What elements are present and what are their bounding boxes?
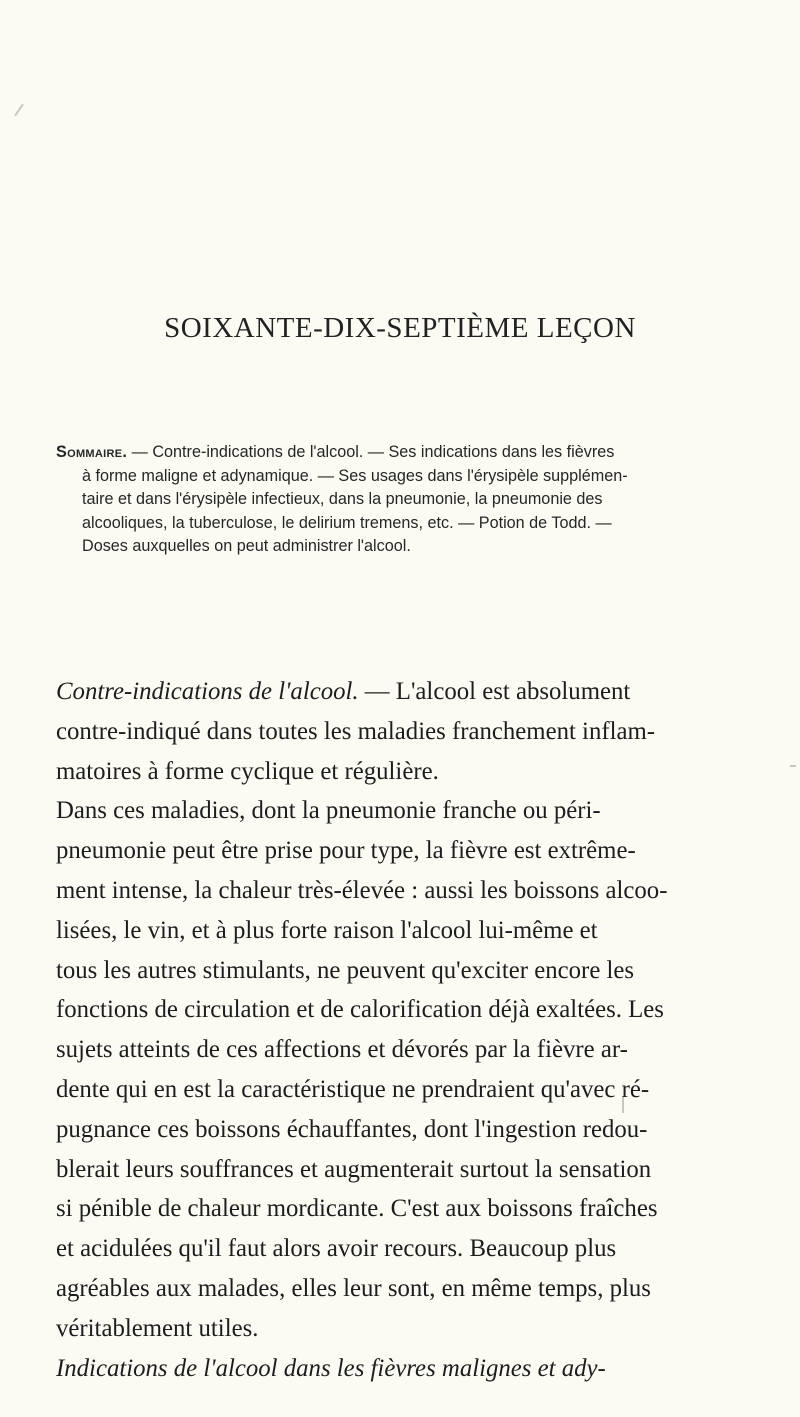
summary-line: Doses auxquelles on peut administrer l'alcool. [82,537,411,556]
paragraph-line: pugnance ces boissons échauffantes, dont l'ingestion redou- [56,1115,648,1143]
section-title-indications: Indications de l'alcool dans les fièvres malignes et ady- [56,1354,606,1382]
lesson-summary [56,441,746,559]
paragraph-line: tous les autres stimulants, ne peuvent qu'exciter encore les [56,956,635,984]
paragraph-line: et acidulées qu'il faut alors avoir recours. Beaucoup plus [56,1235,617,1263]
paragraph-line: ment intense, la chaleur très-élevée : aussi les boissons alcoo- [56,876,668,904]
paragraph-line [56,672,756,712]
paragraph-line: contre-indiqué dans toutes les maladies franchement inflam- [56,717,656,745]
summary-line: taire et dans l'érysipèle infectieux, dans la pneumonie, la pneumonie des [82,490,603,509]
paragraph-line: si pénible de chaleur mordicante. C'est aux boissons fraîches [56,1195,658,1223]
margin-mark [790,765,796,767]
summary-line: à forme maligne et adynamique. — Ses usages dans l'érysipèle supplémen- [82,466,628,485]
summary-line-text: — Contre-indications de l'alcool. — Ses indications dans les fièvres [127,443,615,461]
paragraph-line: fonctions de circulation et de calorification déjà exaltées. Les [56,996,664,1024]
paragraph-line-text: — L'alcool est absolument [358,678,631,705]
paragraph-line: dente qui en est la caractéristique ne prendraient qu'avec ré- [56,1075,650,1103]
paragraph-line: pneumonie peut être prise pour type, la fièvre est extrême- [56,837,636,865]
paragraph-line: lisées, le vin, et à plus forte raison l'alcool lui-même et [56,916,598,944]
paragraph-line: sujets atteints de ces affections et dévorés par la fièvre ar- [56,1036,628,1064]
summary-line: alcooliques, la tuberculose, le delirium tremens, etc. — Potion de Todd. — [82,513,612,532]
paragraph-line: véritablement utiles. [56,1314,259,1342]
paragraph-line: Dans ces maladies, dont la pneumonie franche ou péri- [56,797,601,825]
section-title: Contre-indications de l'alcool. [56,678,359,705]
margin-mark [14,104,24,117]
section-contre-indications [56,672,756,1388]
paragraph-line: agréables aux malades, elles leur sont, en même temps, plus [56,1274,651,1302]
summary-line [56,441,746,465]
paragraph-line: matoires à forme cyclique et régulière. [56,757,439,785]
summary-label: Sommaire. [56,443,128,461]
lesson-heading: SOIXANTE-DIX-SEPTIÈME LEÇON [164,312,636,344]
paragraph-line: blerait leurs souffrances et augmenterait surtout la sensation [56,1155,652,1183]
